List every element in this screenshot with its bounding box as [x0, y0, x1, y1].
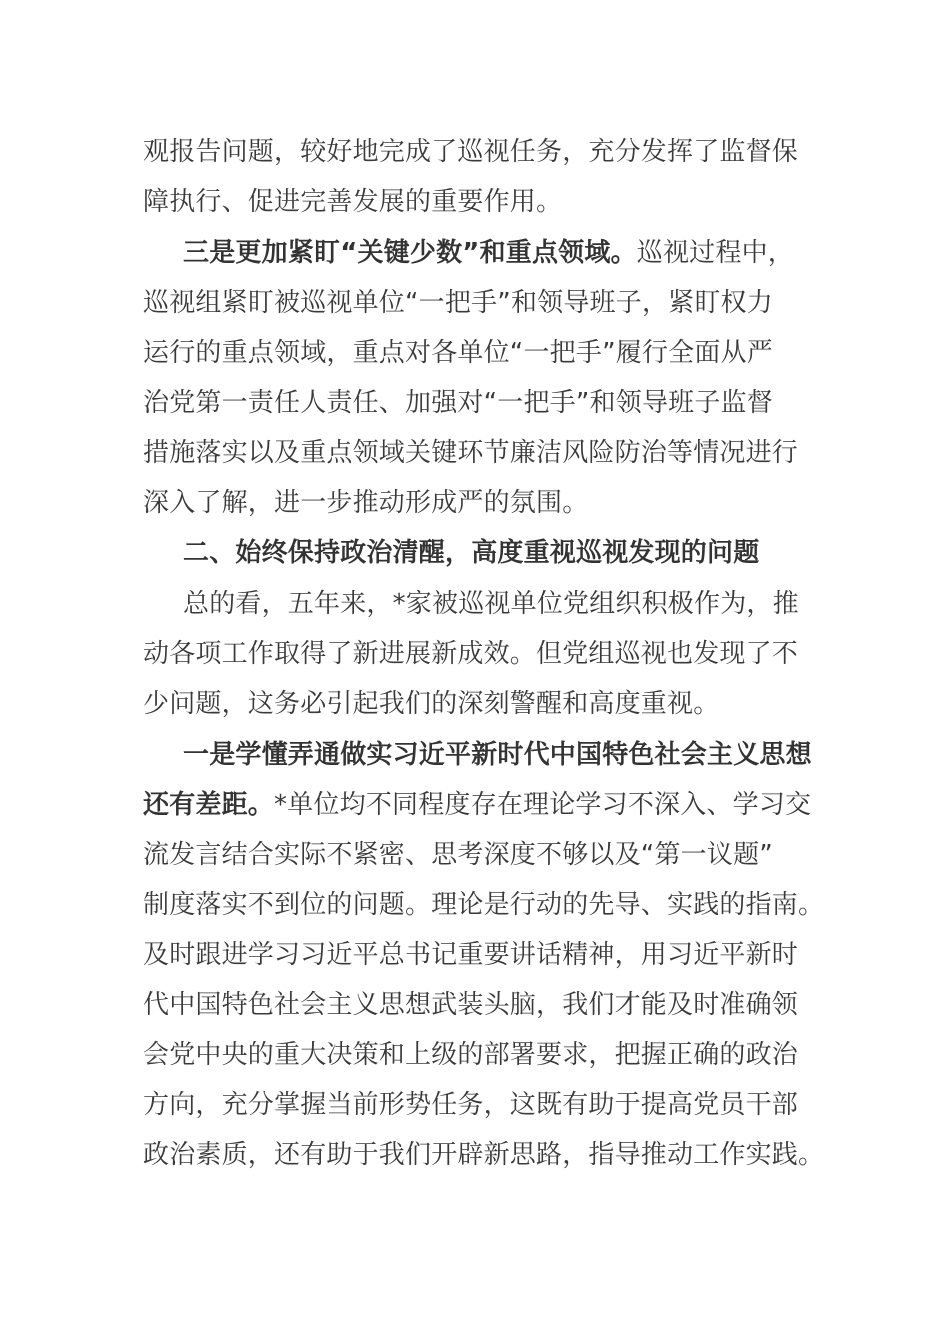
line-text: 治党第一责任人责任、加强对“一把手”和领导班子监督 — [143, 388, 773, 418]
bold-lead-text: 三是更加紧盯“关键少数”和重点领域。 — [183, 238, 637, 268]
line-text: 及时跟进学习习近平总书记重要讲话精神，用习近平新时 — [143, 940, 799, 970]
paragraph-line — [143, 127, 803, 177]
paragraph-line — [143, 629, 803, 679]
paragraph-line — [143, 930, 803, 980]
line-text: 会党中央的重大决策和上级的部署要求，把握正确的政治 — [143, 1040, 799, 1070]
paragraph-line — [183, 228, 803, 278]
paragraph-line — [143, 278, 803, 328]
line-text: 深入了解，进一步推动形成严的氛围。 — [143, 488, 589, 518]
line-text: 措施落实以及重点领域关键环节廉洁风险防治等情况进行 — [143, 438, 799, 468]
heading-text: 二、始终保持政治清醒，高度重视巡视发现的问题 — [183, 538, 760, 568]
paragraph-line — [143, 780, 812, 830]
bold-lead-text: 还有差距。 — [143, 790, 275, 820]
paragraph-line — [183, 579, 803, 629]
paragraph-line — [143, 1080, 803, 1130]
paragraph-line — [143, 980, 803, 1030]
paragraph-line — [143, 378, 803, 428]
line-text: 总的看，五年来，*家被巡视单位党组织积极作为，推 — [183, 589, 799, 619]
bold-lead-text: 一是学懂弄通做实习近平新时代中国特色社会主义思想 — [183, 740, 812, 770]
paragraph-line — [143, 177, 803, 227]
paragraph-line — [143, 478, 803, 528]
paragraph-line — [143, 679, 803, 729]
paragraph-line — [143, 1030, 803, 1080]
line-text: 运行的重点领域，重点对各单位“一把手”履行全面从严 — [143, 338, 773, 368]
section-heading — [183, 528, 803, 578]
paragraph-line — [143, 428, 803, 478]
line-text: 方向，充分掌握当前形势任务，这既有助于提高党员干部 — [143, 1090, 799, 1120]
line-text: 观报告问题，较好地完成了巡视任务，充分发挥了监督保 — [143, 137, 799, 167]
line-text: 动各项工作取得了新进展新成效。但党组巡视也发现了不 — [143, 639, 799, 669]
line-text: 少问题，这务必引起我们的深刻警醒和高度重视。 — [143, 689, 720, 719]
line-text: *单位均不同程度存在理论学习不深入、学习交 — [274, 790, 812, 820]
line-text: 流发言结合实际不紧密、思考深度不够以及“第一议题” — [143, 840, 773, 870]
line-text: 巡视过程中， — [636, 238, 794, 268]
line-text: 代中国特色社会主义思想武装头脑，我们才能及时准确领 — [143, 990, 799, 1020]
line-text: 制度落实不到位的问题。理论是行动的先导、实践的指南。 — [143, 890, 825, 920]
paragraph-line — [143, 830, 803, 880]
line-text: 巡视组紧盯被巡视单位“一把手”和领导班子，紧盯权力 — [143, 288, 773, 318]
line-text: 障执行、促进完善发展的重要作用。 — [143, 187, 563, 217]
paragraph-line — [143, 1130, 825, 1180]
line-text: 政治素质，还有助于我们开辟新思路，指导推动工作实践。 — [143, 1140, 825, 1170]
paragraph-line — [183, 730, 812, 780]
paragraph-line — [143, 328, 803, 378]
paragraph-line — [143, 880, 825, 930]
